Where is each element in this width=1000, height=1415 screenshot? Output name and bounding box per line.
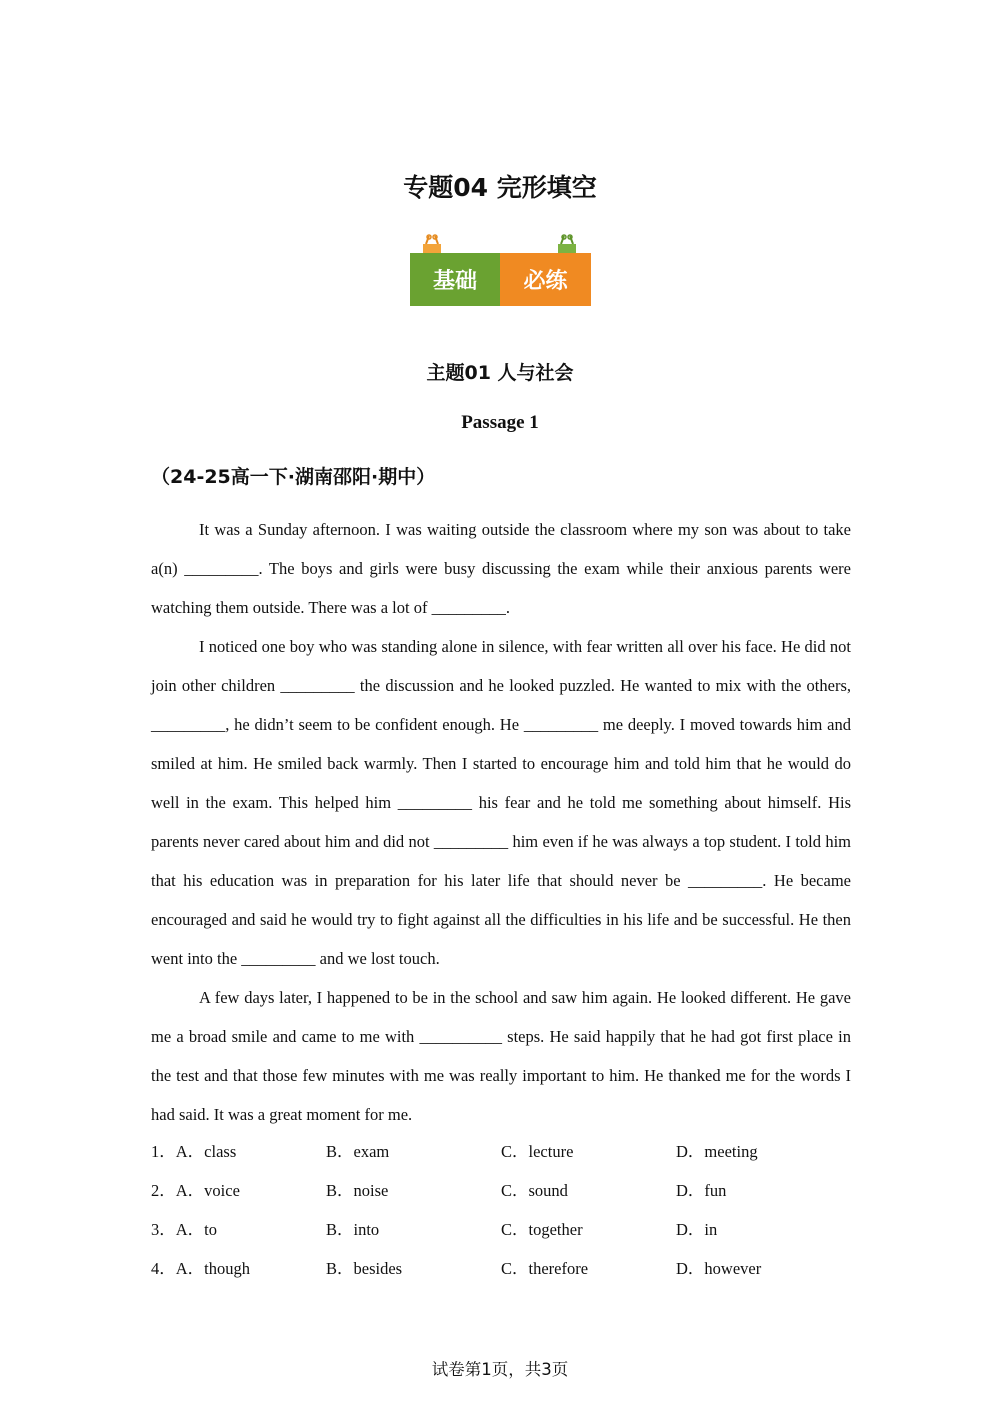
option: B．noise xyxy=(326,1180,389,1200)
option: D．fun xyxy=(676,1180,727,1200)
option: C．therefore xyxy=(501,1258,589,1278)
question-row xyxy=(151,1130,851,1169)
option: D．however xyxy=(676,1258,762,1278)
question-row xyxy=(151,1208,851,1247)
option: C．lecture xyxy=(501,1141,574,1161)
option: B．exam xyxy=(326,1141,390,1161)
option: 1．A．class xyxy=(151,1141,237,1161)
section-banner xyxy=(410,234,591,307)
question-row xyxy=(151,1169,851,1208)
passage-heading: Passage 1 xyxy=(461,412,539,433)
option: C．sound xyxy=(501,1180,568,1200)
option: C．together xyxy=(501,1219,583,1239)
question-row xyxy=(151,1247,851,1286)
document-title: 专题04 完形填空 xyxy=(403,173,597,202)
source-label: （24-25高一下·湖南邵阳·期中） xyxy=(151,466,436,488)
option: B．besides xyxy=(326,1258,403,1278)
option: B．into xyxy=(326,1219,380,1239)
option: D．meeting xyxy=(676,1141,758,1161)
option: 4．A．though xyxy=(151,1258,250,1278)
option: 2．A．voice xyxy=(151,1180,240,1200)
paragraph: I noticed one boy who was standing alone in silence, with fear written all over his face. He did not join other children _________ the discussion and he looked puzzled. He wanted to mix with the others, _________, he didn’t seem to be confident enough. He _________ me deeply. I moved towards him and smiled at him. He smiled back warmly. Then I started to encourage him and told him that he would do well in the exam. This helped him _________ his fear and he told me something about himself. His parents never cared about him and did not _________ him even if he was always a top student. I told him that his education was in preparation for his later life that should never be _________. He became encouraged and said he would try to fight against all the difficulties in his life and be successful. He then went into the _________ and we lost touch. xyxy=(151,637,851,968)
paragraph: It was a Sunday afternoon. I was waiting outside the classroom where my son was about to take a(n) _________. The boys and girls were busy discussing the exam while their anxious parents were watching them outside. There was a lot of _________. xyxy=(151,520,851,617)
question-options xyxy=(151,1130,851,1286)
banner-left-label: 基础 xyxy=(410,253,500,306)
option: 3．A．to xyxy=(151,1219,217,1239)
passage-body xyxy=(151,510,851,1134)
paragraph: A few days later, I happened to be in the school and saw him again. He looked different. He gave me a broad smile and came to me with __________ steps. He said happily that he had got first place in the test and that those few minutes with me was really important to him. He thanked me for the words I had said. It was a great moment for me. xyxy=(151,988,851,1124)
page-footer: 试卷第1页，共3页 xyxy=(431,1360,569,1379)
topic-heading: 主题01 人与社会 xyxy=(426,362,574,384)
option: D．in xyxy=(676,1219,718,1239)
banner-right-label: 必练 xyxy=(500,253,591,306)
